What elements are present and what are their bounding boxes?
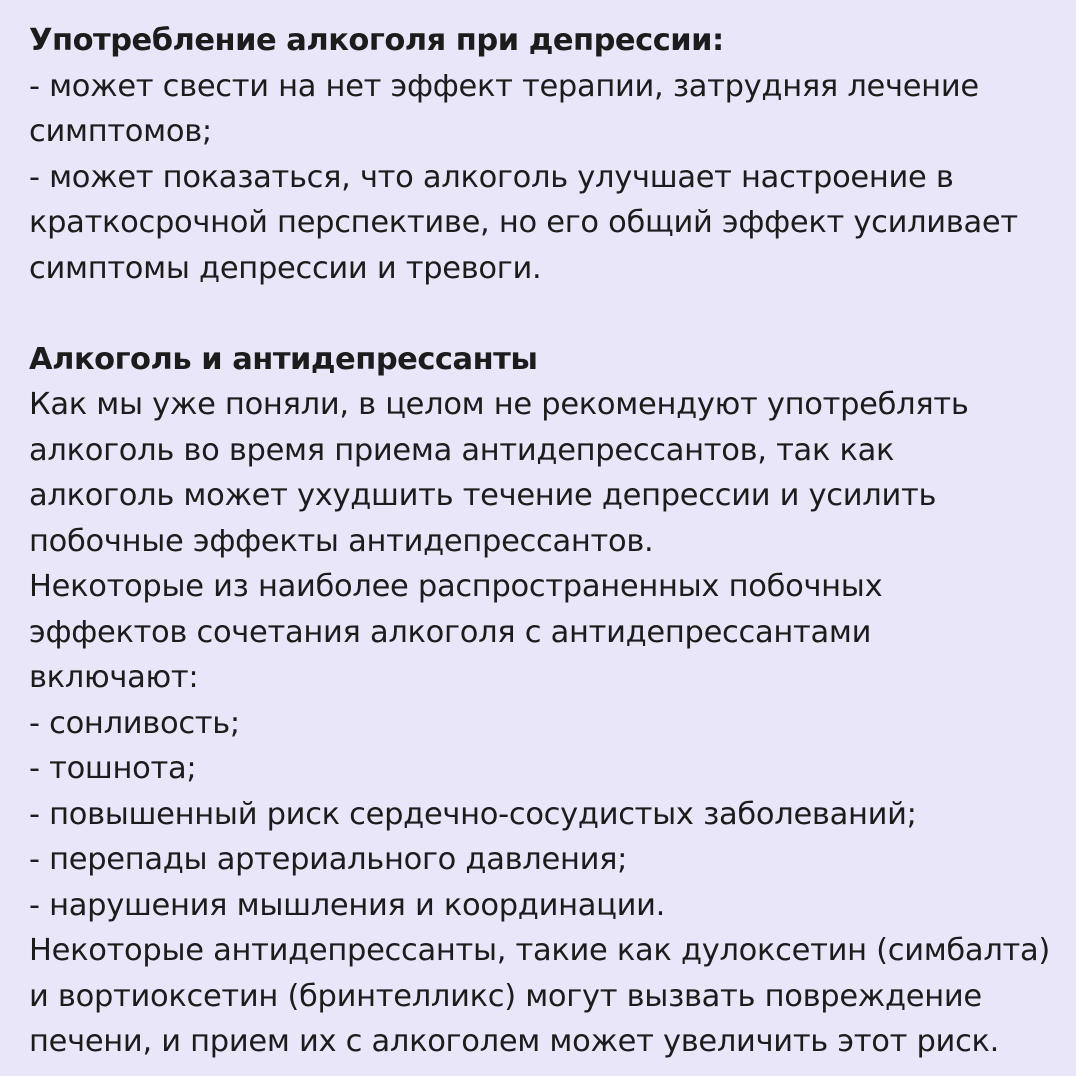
text-line: алкоголь во время приема антидепрессантов, так как — [29, 432, 895, 468]
text-line: включают: — [29, 660, 199, 695]
section-heading-alcohol-depression: Употребление алкоголя при депрессии: — [29, 23, 724, 58]
list-item: - сонливость; — [29, 705, 240, 741]
list-item: - тошнота; — [29, 751, 197, 786]
document-body — [29, 18, 1059, 1065]
text-line: краткосрочной перспективе, но его общий эффект усиливает — [29, 205, 1018, 240]
list-item: - нарушения мышления и координации. — [29, 887, 666, 923]
text-line: Некоторые антидепрессанты, такие как дулоксетин (симбалта) — [29, 933, 1050, 968]
text-line: побочные эффекты антидепрессантов. — [29, 523, 654, 559]
text-line: - может показаться, что алкоголь улучшает настроение в — [29, 159, 954, 195]
text-line: и вортиоксетин (бринтелликс) могут вызвать повреждение — [29, 978, 982, 1014]
list-item: - повышенный риск сердечно-сосудистых заболеваний; — [29, 796, 917, 832]
paragraph-spacer — [29, 291, 1059, 337]
text-line: симптомов; — [29, 114, 212, 149]
text-line: печени, и прием их с алкоголем может увеличить этот риск. — [29, 1024, 1000, 1059]
list-item: - перепады артериального давления; — [29, 842, 628, 877]
text-line: симптомы депрессии и тревоги. — [29, 250, 542, 286]
text-line: эффектов сочетания алкоголя с антидепрессантами — [29, 614, 872, 650]
section-heading-alcohol-antidepressants: Алкоголь и антидепрессанты — [29, 341, 538, 377]
text-line: Как мы уже поняли, в целом не рекомендуют употреблять — [29, 387, 969, 422]
text-line: - может свести на нет эффект терапии, затрудняя лечение — [29, 68, 979, 104]
text-line: Некоторые из наиболее распространенных побочных — [29, 569, 883, 604]
text-line: алкоголь может ухудшить течение депрессии и усилить — [29, 478, 937, 513]
